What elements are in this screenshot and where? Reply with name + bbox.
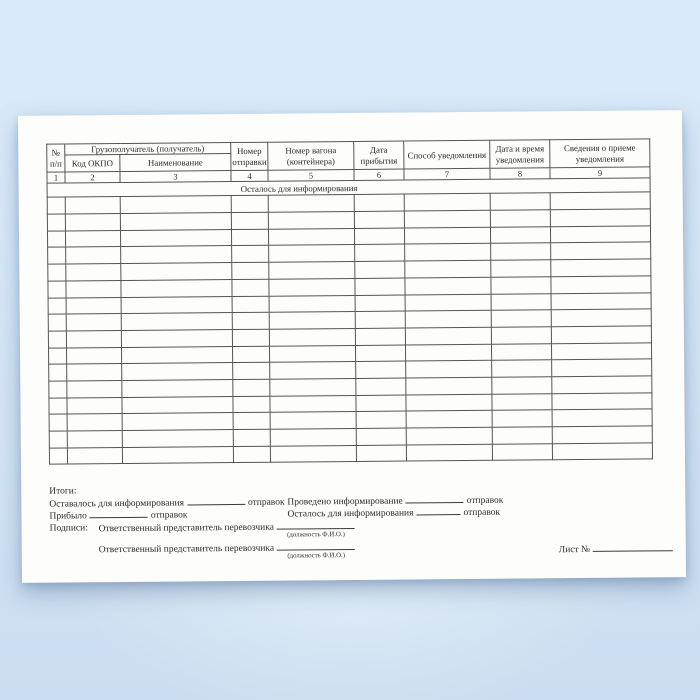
- table-cell: [270, 445, 356, 462]
- table-cell: [268, 195, 354, 212]
- table-cell: [405, 310, 491, 327]
- signature-blank: [277, 521, 355, 530]
- table-cell: [49, 398, 67, 415]
- table-cell: [269, 262, 355, 279]
- table-cell: [355, 261, 405, 278]
- table-cell: [49, 381, 67, 398]
- table-cell: [122, 413, 233, 431]
- table-cell: [232, 262, 269, 279]
- table-cell: [270, 428, 356, 445]
- table-cell: [270, 412, 356, 429]
- table-cell: [490, 193, 550, 210]
- responsible-line-1: [98, 521, 358, 539]
- table-cell: [67, 431, 122, 448]
- table-body: [47, 192, 652, 464]
- col-header-arrival-date: Дата прибытия: [354, 141, 404, 170]
- table-cell: [490, 210, 550, 227]
- shipments-label: отправок: [150, 510, 188, 521]
- table-cell: [121, 329, 232, 347]
- table-cell: [404, 227, 490, 244]
- table-cell: [405, 260, 491, 277]
- col-header-notify-receipt: Сведения о приеме уведомления: [550, 139, 650, 168]
- table-cell: [552, 426, 652, 444]
- table-cell: [122, 396, 233, 414]
- table-cell: [405, 327, 491, 344]
- table-cell: [490, 227, 550, 244]
- table-cell: [122, 430, 233, 448]
- table-cell: [231, 196, 268, 213]
- table-cell: [268, 228, 354, 245]
- totals-label: Итоги:: [49, 486, 77, 497]
- table-cell: [48, 348, 66, 365]
- table-cell: [406, 411, 492, 428]
- paper-sheet: [18, 110, 686, 583]
- table-cell: [405, 277, 491, 294]
- table-cell: [122, 446, 233, 464]
- table-cell: [232, 296, 269, 313]
- table-cell: [66, 330, 121, 347]
- table-cell: [356, 378, 406, 395]
- table-cell: [492, 410, 552, 427]
- table-cell: [492, 427, 552, 444]
- table-cell: [551, 326, 651, 344]
- signature-blank: [277, 542, 355, 551]
- table-cell: [552, 376, 652, 394]
- table-cell: [269, 328, 355, 345]
- position-name-label: (должность Ф.И.О.): [287, 552, 346, 560]
- arrived-line: [49, 509, 187, 521]
- table-cell: [231, 229, 268, 246]
- table-cell: [67, 364, 122, 381]
- table-cell: [354, 194, 404, 211]
- table-cell: [404, 194, 490, 211]
- column-number: 3: [120, 171, 231, 183]
- table-cell: [356, 445, 406, 462]
- table-cell: [355, 345, 405, 362]
- table-cell: [552, 443, 652, 461]
- table-cell: [232, 279, 269, 296]
- table-cell: [552, 359, 652, 377]
- table-cell: [231, 212, 268, 229]
- remained-before-label: Оставалось для информирования: [49, 498, 185, 510]
- fill-in-blank: [416, 507, 460, 515]
- fill-in-blank: [593, 543, 673, 552]
- table-cell: [269, 245, 355, 262]
- table-cell: [48, 314, 66, 331]
- table-cell: [270, 362, 356, 379]
- table-cell: [551, 292, 651, 310]
- table-cell: [120, 213, 231, 231]
- arrived-label: Прибыло: [49, 511, 87, 522]
- responsible-label: Ответственный представитель перевозчика: [98, 543, 275, 556]
- col-header-num: № п/п: [47, 144, 65, 173]
- informed-label: Проведено информирование: [287, 496, 403, 508]
- table-cell: [405, 344, 491, 361]
- table-cell: [48, 297, 66, 314]
- table-cell: [406, 377, 492, 394]
- table-cell: [270, 395, 356, 412]
- table-cell: [551, 242, 651, 260]
- col-header-notify-method: Способ уведомления: [404, 140, 490, 169]
- col-header-dispatch-no: Номер отправки: [231, 142, 268, 171]
- table-cell: [269, 345, 355, 362]
- table-cell: [491, 310, 551, 327]
- table-cell: [406, 444, 492, 461]
- table-cell: [65, 230, 120, 247]
- column-number: 9: [550, 167, 650, 179]
- table-cell: [356, 428, 406, 445]
- table-cell: [551, 276, 651, 294]
- table-cell: [47, 214, 65, 231]
- table-cell: [355, 295, 405, 312]
- signature-blank-wrap: [274, 542, 358, 560]
- sheet-number-label: Лист №: [558, 544, 591, 556]
- table-cell: [551, 309, 651, 327]
- table-cell: [550, 226, 650, 244]
- table-header: [47, 139, 650, 184]
- table-cell: [492, 443, 552, 460]
- remained-after-line: [287, 507, 500, 520]
- column-number: 6: [354, 169, 404, 180]
- table-cell: [232, 329, 269, 346]
- informed-line: [287, 495, 503, 508]
- sheet-number-line: [559, 543, 673, 555]
- table-cell: [67, 380, 122, 397]
- table-cell: [551, 342, 651, 360]
- table-cell: [354, 228, 404, 245]
- table-cell: [233, 396, 270, 413]
- shipments-label: отправок: [463, 507, 501, 519]
- table-cell: [47, 231, 65, 248]
- table-cell: [233, 413, 270, 430]
- table-cell: [48, 281, 66, 298]
- signature-blank-wrap: [274, 521, 358, 539]
- col-header-okpo: Код ОКПО: [65, 155, 120, 172]
- fill-in-blank: [90, 510, 148, 519]
- column-number: 7: [404, 169, 490, 181]
- column-number: 2: [65, 172, 120, 183]
- table-cell: [233, 362, 270, 379]
- table-cell: [491, 277, 551, 294]
- table-cell: [121, 296, 232, 314]
- table-cell: [233, 379, 270, 396]
- table-cell: [49, 448, 67, 465]
- table-cell: [48, 331, 66, 348]
- column-number: 8: [490, 168, 550, 180]
- shipments-label: отправок: [466, 495, 504, 507]
- table-cell: [492, 360, 552, 377]
- table-cell: [550, 209, 650, 227]
- table-cell: [121, 346, 232, 364]
- table-cell: [121, 263, 232, 281]
- table-cell: [67, 447, 122, 464]
- shipments-label: отправок: [247, 497, 285, 508]
- table-cell: [233, 446, 270, 463]
- table-cell: [355, 328, 405, 345]
- table-cell: [492, 393, 552, 410]
- column-number: 1: [47, 172, 65, 183]
- table-cell: [406, 394, 492, 411]
- table-cell: [121, 246, 232, 264]
- fill-in-blank: [187, 497, 245, 506]
- table-cell: [491, 243, 551, 260]
- table-cell: [47, 197, 65, 214]
- col-header-notify-datetime: Дата и время уведомления: [490, 140, 550, 169]
- table-cell: [49, 431, 67, 448]
- table-cell: [550, 192, 650, 210]
- remained-after-label: Осталось для информирования: [287, 508, 414, 520]
- table-cell: [491, 343, 551, 360]
- table-cell: [233, 429, 270, 446]
- table-cell: [65, 214, 120, 231]
- remaining-to-inform-row: Осталось для информирования: [47, 178, 650, 197]
- table-cell: [120, 196, 231, 214]
- table-cell: [66, 280, 121, 297]
- table-cell: [232, 312, 269, 329]
- table-cell: [552, 393, 652, 411]
- table-cell: [270, 378, 356, 395]
- col-header-wagon-no: Номер вагона (контейнера): [268, 141, 354, 170]
- column-number: 4: [231, 171, 268, 182]
- table-cell: [268, 212, 354, 229]
- table-cell: [66, 347, 121, 364]
- table-cell: [66, 264, 121, 281]
- table-cell: [120, 229, 231, 247]
- table-cell: [65, 197, 120, 214]
- table-cell: [48, 264, 66, 281]
- table-cell: [66, 247, 121, 264]
- table-cell: [355, 278, 405, 295]
- table-cell: [66, 297, 121, 314]
- position-name-label: (должность Ф.И.О.): [287, 531, 345, 539]
- table-cell: [355, 311, 405, 328]
- table-cell: [122, 363, 233, 381]
- table-cell: [406, 361, 492, 378]
- table-cell: [552, 409, 652, 427]
- table-cell: [551, 259, 651, 277]
- table-cell: [491, 260, 551, 277]
- table-cell: [269, 278, 355, 295]
- table-cell: [404, 210, 490, 227]
- table-cell: [356, 411, 406, 428]
- table-cell: [405, 244, 491, 261]
- table-cell: [232, 346, 269, 363]
- responsible-label: Ответственный представитель перевозчика: [98, 522, 274, 535]
- table-cell: [354, 211, 404, 228]
- table-cell: [122, 379, 233, 397]
- col-header-consignee-group: Грузополучатель (получатель): [65, 143, 231, 156]
- column-number: 5: [268, 170, 354, 182]
- remained-before-line: [49, 497, 284, 510]
- table-cell: [67, 414, 122, 431]
- table-cell: [121, 313, 232, 331]
- fill-in-blank: [406, 495, 464, 504]
- table-cell: [491, 293, 551, 310]
- table-cell: [67, 397, 122, 414]
- table-cell: [355, 244, 405, 261]
- table-cell: [269, 312, 355, 329]
- notification-register-table: [46, 138, 653, 465]
- table-cell: [48, 247, 66, 264]
- table-cell: [269, 295, 355, 312]
- table-cell: [66, 314, 121, 331]
- table-cell: [406, 427, 492, 444]
- col-header-name: Наименование: [120, 154, 231, 172]
- table-cell: [49, 364, 67, 381]
- table-cell: [405, 294, 491, 311]
- responsible-line-2: [98, 542, 358, 560]
- table-cell: [121, 279, 232, 297]
- signatures-label: Подписи:: [49, 523, 88, 534]
- table-cell: [232, 246, 269, 263]
- table-cell: [491, 327, 551, 344]
- table-cell: [356, 395, 406, 412]
- table-cell: [49, 414, 67, 431]
- table-cell: [356, 361, 406, 378]
- table-cell: [492, 377, 552, 394]
